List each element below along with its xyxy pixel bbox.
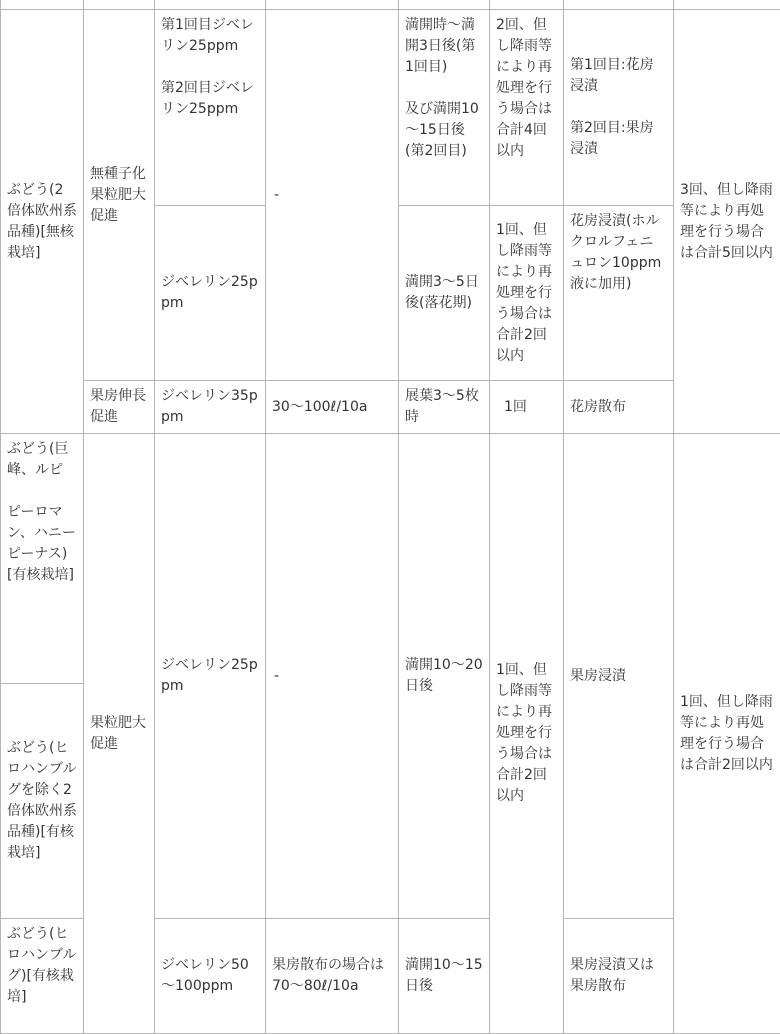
timing-second: 及び満開10～15日後(第2回目)	[405, 99, 483, 162]
agent-cell: ジベレリン35ppm	[155, 381, 266, 434]
table-cell	[84, 0, 155, 10]
count-cell: 1回、但し降雨等により再処理を行う場合は合計2回以内	[490, 206, 564, 381]
crop-cell: ぶどう(2倍体欧州系品種)[無核栽培]	[1, 10, 84, 434]
method-cell: 果房浸漬又は果房散布	[564, 919, 674, 1034]
total-count-cell: 1回、但し降雨等により再処理を行う場合は合計2回以内	[674, 434, 780, 1034]
table-cell	[155, 0, 266, 10]
timing-cell: 展葉3～5枚時	[399, 381, 490, 434]
count-cell: 1回、但し降雨等により再処理を行う場合は合計2回以内	[490, 434, 564, 1034]
method-cell: 花房浸漬(ホルクロルフェニュロン10ppm液に加用)	[564, 206, 674, 381]
count-cell: 1回	[490, 381, 564, 434]
crop-line: ぶどう(巨峰、ルピ	[7, 439, 77, 481]
timing-cell	[399, 10, 490, 206]
crop-cell	[1, 434, 84, 684]
agent-cell: ジベレリン25ppm	[155, 434, 266, 919]
table-cell	[399, 0, 490, 10]
agent-second-application: 第2回目ジベレリン25ppm	[161, 78, 259, 120]
purpose-cell: 果房伸長促進	[84, 381, 155, 434]
amount-cell: -	[266, 10, 399, 381]
purpose-cell: 無種子化果粒肥大促進	[84, 10, 155, 381]
table-row	[1, 0, 780, 10]
agent-cell	[155, 10, 266, 206]
table-row	[1, 434, 780, 684]
method-cell	[564, 10, 674, 206]
crop-line: ピーロマン、ハニーピーナス)[有核栽培]	[7, 502, 77, 586]
method-cell: 果房浸漬	[564, 434, 674, 919]
table-cell	[674, 0, 780, 10]
amount-cell: 果房散布の場合は70～80ℓ/10a	[266, 919, 399, 1034]
table-cell	[266, 0, 399, 10]
crop-cell: ぶどう(ヒロハンブルグを除く2倍体欧州系品種)[有核栽培]	[1, 684, 84, 919]
timing-first: 満開時～満開3日後(第1回目)	[405, 15, 483, 78]
crop-cell: ぶどう(ヒロハンブルグ)[有核栽培]	[1, 919, 84, 1034]
method-cell: 花房散布	[564, 381, 674, 434]
timing-cell: 満開10～20日後	[399, 434, 490, 919]
purpose-cell: 果粒肥大促進	[84, 434, 155, 1034]
table-cell	[1, 0, 84, 10]
method-second: 第2回目:果房浸漬	[570, 118, 667, 160]
table-row	[1, 10, 780, 206]
agent-first-application: 第1回目ジベレリン25ppm	[161, 15, 259, 57]
table-row	[1, 381, 780, 434]
amount-cell: 30～100ℓ/10a	[266, 381, 399, 434]
agent-cell: ジベレリン25ppm	[155, 206, 266, 381]
table-cell	[490, 0, 564, 10]
amount-cell: -	[266, 434, 399, 919]
agent-cell: ジベレリン50～100ppm	[155, 919, 266, 1034]
method-first: 第1回目:花房浸漬	[570, 55, 667, 97]
count-cell: 2回、但し降雨等により再処理を行う場合は合計4回以内	[490, 10, 564, 206]
timing-cell: 満開10～15日後	[399, 919, 490, 1034]
timing-cell: 満開3～5日後(落花期)	[399, 206, 490, 381]
total-count-cell: 3回、但し降雨等により再処理を行う場合は合計5回以内	[674, 10, 780, 434]
table-cell	[564, 0, 674, 10]
